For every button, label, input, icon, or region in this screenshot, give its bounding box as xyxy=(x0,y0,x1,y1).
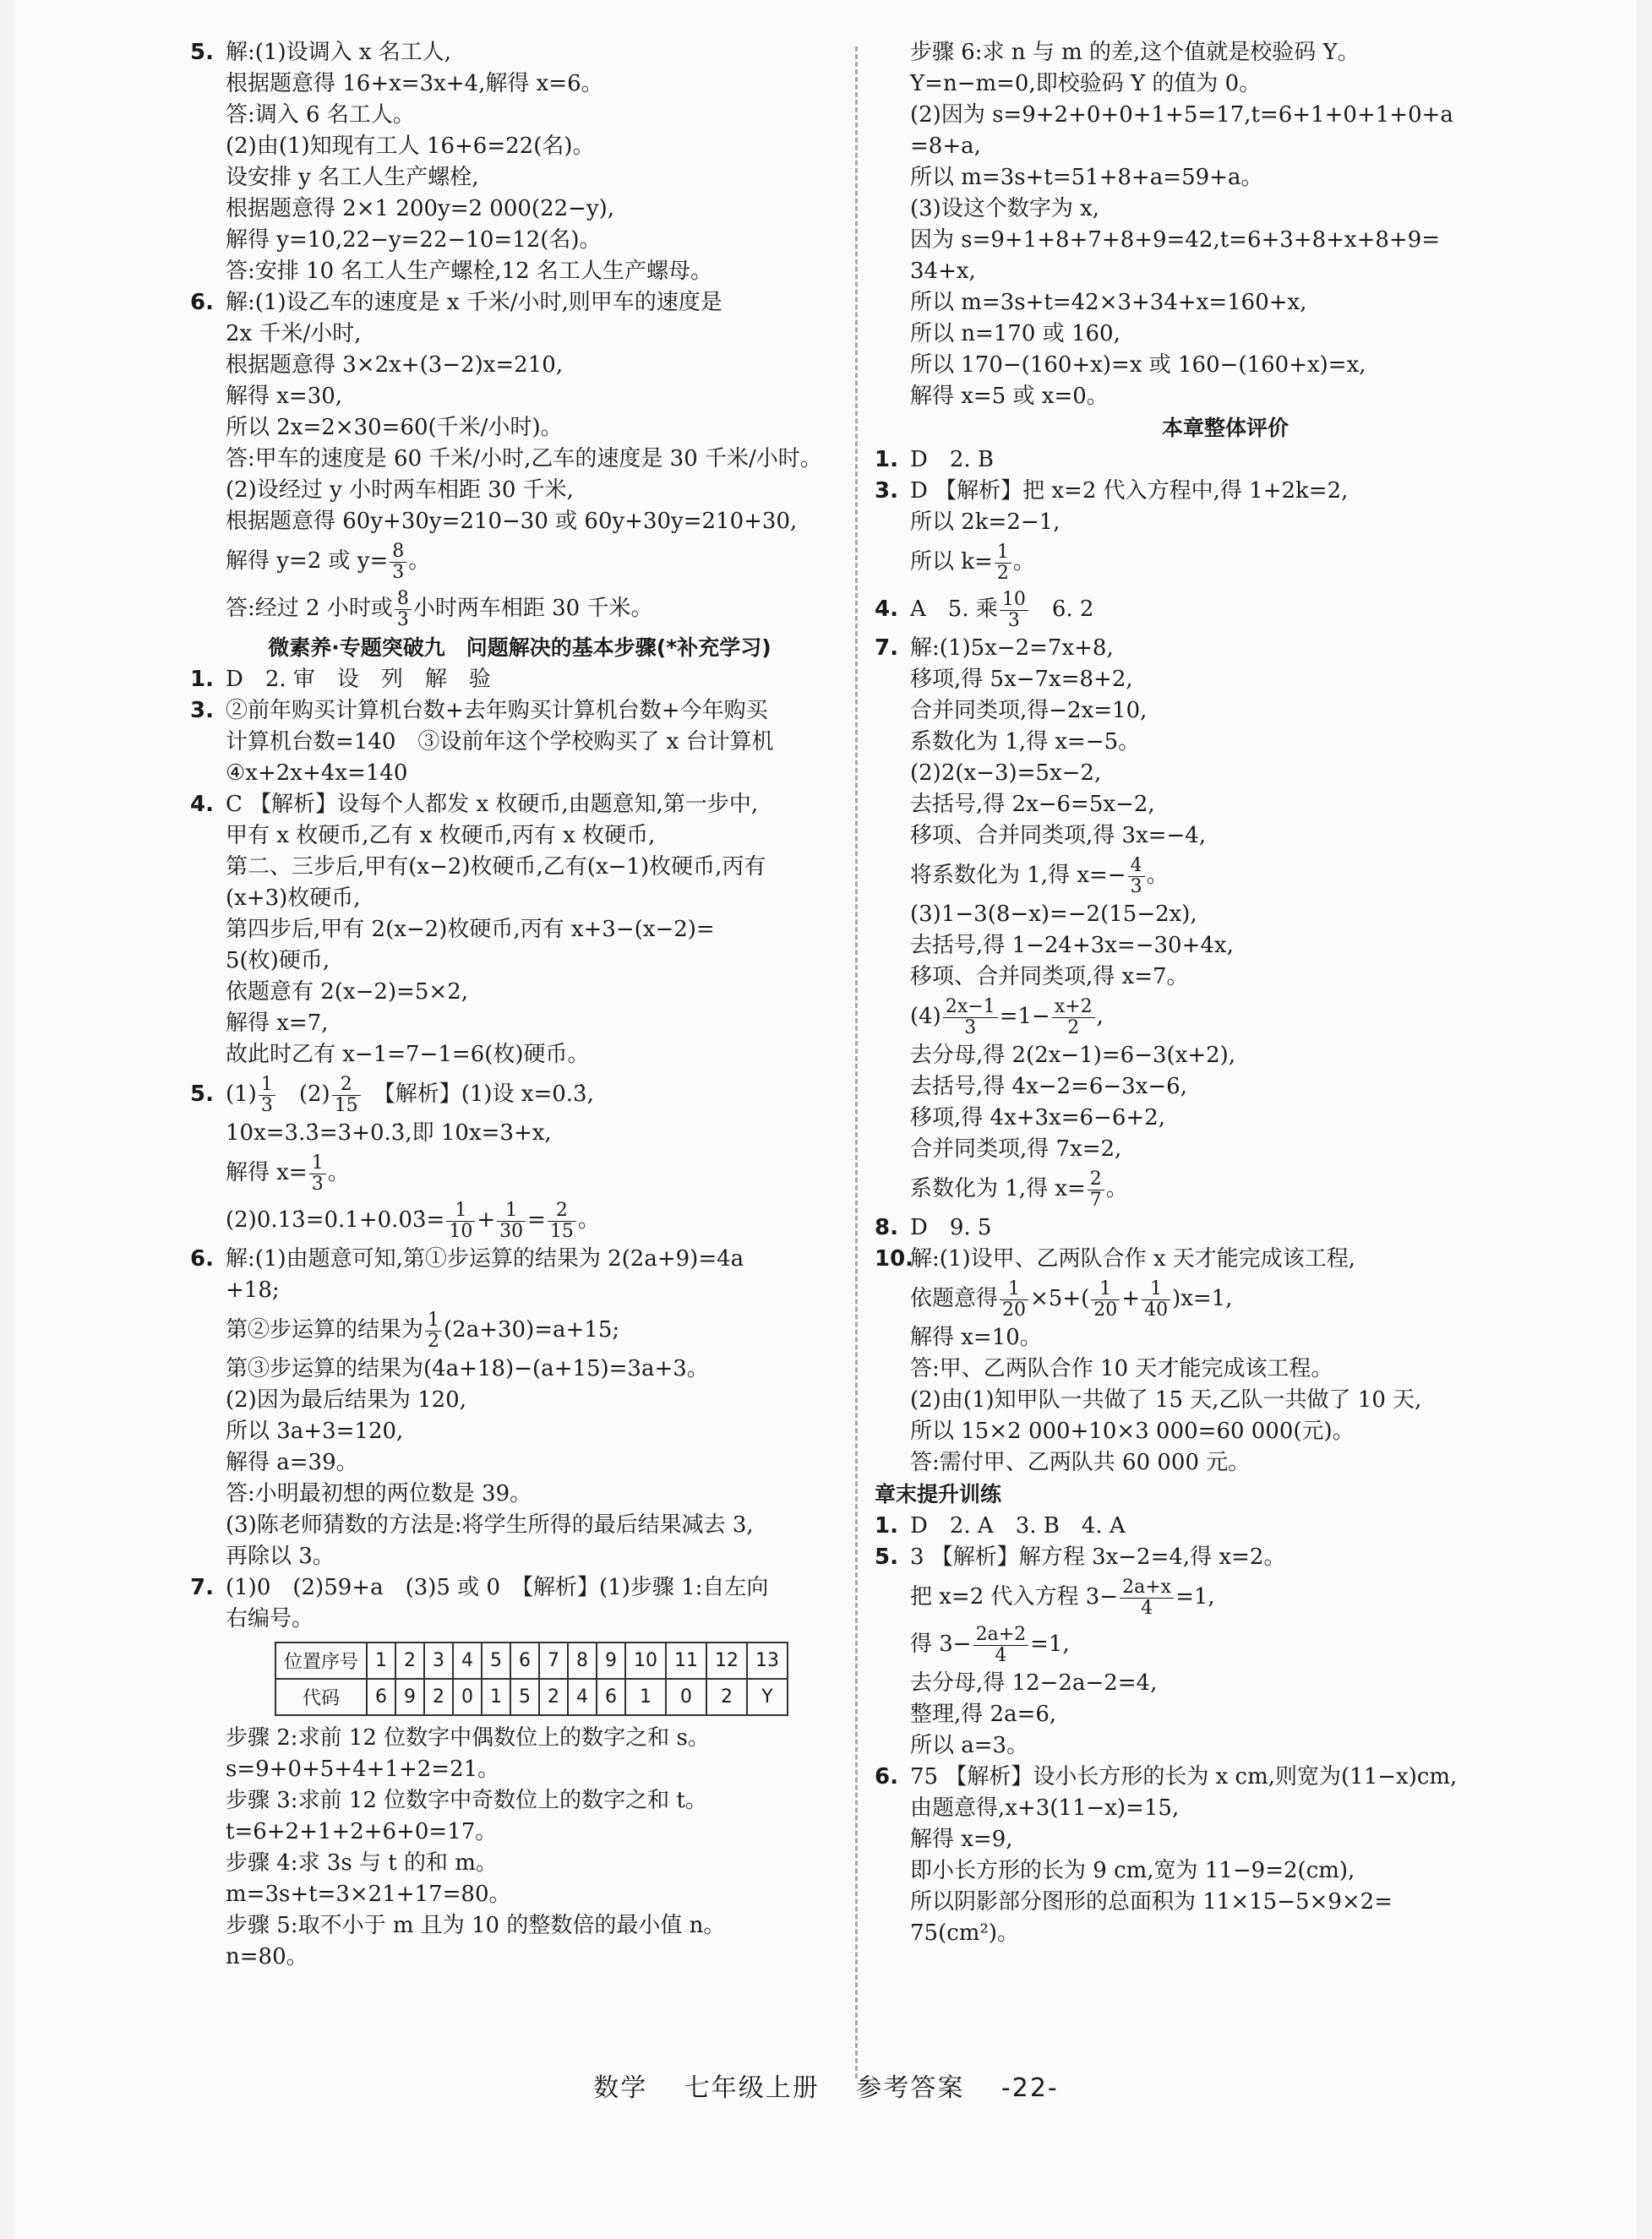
table-cell: 2 xyxy=(539,1679,568,1715)
fraction-denominator: 3 xyxy=(260,1094,273,1116)
fraction-numerator: 1 xyxy=(497,1201,526,1222)
fraction-numerator: 1 xyxy=(1091,1279,1120,1300)
fraction-numerator: 2 xyxy=(1088,1169,1104,1190)
answer-line: 根据题意得 60y+30y=210−30 或 60y+30y=210+30, xyxy=(226,509,798,534)
answer-line: 再除以 3。 xyxy=(226,1544,335,1569)
table-cell: 5 xyxy=(482,1642,510,1679)
question-number: 7. xyxy=(875,635,898,661)
answer-line: 甲有 x 枚硬币,乙有 x 枚硬币,丙有 x 枚硬币, xyxy=(226,823,656,848)
fraction-denominator: 2 xyxy=(996,562,1009,584)
table-cell: 1 xyxy=(482,1679,510,1715)
fraction-numerator: 1 xyxy=(1142,1279,1170,1300)
answer-line: 合并同类项,得−2x=10, xyxy=(910,698,1148,723)
question-number: 10. xyxy=(875,1246,914,1272)
answer-line: 答:安排 10 名工人生产螺栓,12 名工人生产螺母。 xyxy=(226,259,712,284)
table-cell: Y xyxy=(747,1679,788,1715)
answer-line: 7. 解:(1)5x−2=7x+8, xyxy=(875,633,1576,664)
answer-line: 2x 千米/小时, xyxy=(226,321,362,346)
fraction-numerator: 2 xyxy=(332,1075,361,1096)
table-cell: 6 xyxy=(597,1679,625,1715)
answer-line: 因为 s=9+1+8+7+8+9=42,t=6+3+8+x+8+9= xyxy=(910,227,1441,253)
answer-line: 根据题意得 3×2x+(3−2)x=210, xyxy=(226,352,564,378)
fraction-denominator: 3 xyxy=(311,1173,324,1195)
table-cell: 2 xyxy=(424,1679,453,1715)
answer-line: 去括号,得 2x−6=5x−2, xyxy=(910,792,1155,817)
question-number: 7. xyxy=(190,1575,214,1600)
fraction-denominator: 2 xyxy=(1067,1016,1080,1038)
question-number: 5. xyxy=(190,40,214,65)
answer-line: 75(cm²)。 xyxy=(910,1920,1020,1946)
answer-line: 根据题意得 2×1 200y=2 000(22−y), xyxy=(226,196,615,221)
fraction xyxy=(548,1201,576,1242)
table-cell: 11 xyxy=(666,1642,706,1679)
fraction-denominator: 40 xyxy=(1144,1299,1169,1321)
table-cell: 5 xyxy=(510,1679,539,1715)
answer-line: 去括号,得 4x−2=6−3x−6, xyxy=(910,1074,1187,1099)
fraction-numerator: 1 xyxy=(1000,1279,1028,1300)
answer-line: 解得 x=9, xyxy=(910,1827,1013,1852)
fraction xyxy=(995,542,1011,584)
answer-line: (3)设这个数字为 x, xyxy=(910,196,1100,221)
left-column xyxy=(190,37,849,1973)
section-heading: 本章整体评价 xyxy=(1161,416,1289,440)
table-cell: 7 xyxy=(539,1642,568,1679)
answer-line: 所以 3a+3=120, xyxy=(226,1419,404,1444)
answer-line: 计算机台数=140 ③设前年这个学校购买了 x 台计算机 xyxy=(226,729,774,755)
answer-line: 1. D 2. 审 设 列 解 验 xyxy=(190,664,849,695)
answer-line: 6. 解:(1)设乙车的速度是 x 千米/小时,则甲车的速度是 xyxy=(190,287,849,319)
question-number: 1. xyxy=(190,667,214,692)
fraction xyxy=(1052,997,1095,1038)
answer-line: 步骤 5:取不小于 m 且为 10 的整数倍的最小值 n。 xyxy=(226,1913,726,1938)
question-number: 1. xyxy=(875,1513,898,1539)
answer-line: 所以 m=3s+t=42×3+34+x=160+x, xyxy=(910,290,1307,315)
section-heading: 章末提升训练 xyxy=(875,1482,1002,1506)
answer-line: 移项、合并同类项,得 x=7。 xyxy=(910,964,1189,989)
answer-line: (2)设经过 y 小时两车相距 30 千米, xyxy=(226,477,574,503)
answer-line: 3. ②前年购买计算机台数+去年购买计算机台数+今年购买 xyxy=(190,695,849,727)
answer-line: 答:需付甲、乙两队共 60 000 元。 xyxy=(910,1450,1251,1475)
answer-line: 5. 解:(1)设调入 x 名工人, xyxy=(190,37,849,68)
answer-line: 1. D 2. A 3. B 4. A xyxy=(875,1511,1576,1542)
fraction-denominator: 3 xyxy=(392,561,405,583)
answer-line: 10. 解:(1)设甲、乙两队合作 x 天才能完成该工程, xyxy=(875,1244,1576,1275)
answer-line: 所以 15×2 000+10×3 000=60 000(元)。 xyxy=(910,1419,1355,1444)
fraction-denominator: 4 xyxy=(995,1644,1007,1666)
fraction xyxy=(1088,1169,1104,1211)
table-cell: 2 xyxy=(706,1679,747,1715)
answer-line: 10x=3.3̇=3+0.3̇,即 10x=3+x, xyxy=(226,1120,552,1146)
table-cell: 1 xyxy=(625,1679,666,1715)
fraction-numerator: 2a+2 xyxy=(973,1625,1029,1646)
answer-line: 步骤 6:求 n 与 m 的差,这个值就是校验码 Y。 xyxy=(910,40,1360,65)
fraction xyxy=(309,1153,326,1195)
fraction xyxy=(1000,590,1028,631)
answer-line: 得 3− $\frac{2a+2}{4}$ =1, xyxy=(910,1623,1070,1666)
table-cell: 0 xyxy=(666,1679,706,1715)
fraction-numerator: 2 xyxy=(548,1201,576,1222)
answer-line: 系数化为 1,得 x= $\frac{2}{7}$ 。 xyxy=(910,1168,1128,1211)
table-cell: 13 xyxy=(747,1642,788,1679)
fraction-denominator: 3 xyxy=(964,1016,977,1038)
answer-line: 5. (1) $\frac{1}{3}$ (2) $\frac{2}{15}$ 【解析】(1)设 x=0.3̇, xyxy=(190,1070,849,1118)
answer-line: t=6+2+1+2+6+0=17。 xyxy=(226,1819,498,1844)
fraction xyxy=(1128,856,1145,897)
table-cell: 6 xyxy=(510,1642,539,1679)
answer-line: 去分母,得 12−2a−2=4, xyxy=(910,1670,1158,1696)
answer-line: 所以 n=170 或 160, xyxy=(910,321,1120,346)
fraction-denominator: 7 xyxy=(1089,1189,1102,1211)
table-cell: 1 xyxy=(367,1642,395,1679)
table-cell: 10 xyxy=(625,1642,666,1679)
fraction xyxy=(943,997,998,1038)
answer-line: 把 x=2 代入方程 3− $\frac{2a+x}{4}$ =1, xyxy=(910,1576,1215,1619)
answer-line: 所以 k= $\frac{1}{2}$ 。 xyxy=(910,541,1035,584)
answer-line: (2)因为 s=9+2+0+0+1+5=17,t=6+1+0+1+0+a xyxy=(910,102,1453,128)
code-table xyxy=(275,1642,788,1716)
fraction-numerator: 1 xyxy=(309,1153,326,1174)
footer-grade: 七年级上册 xyxy=(684,2073,820,2103)
answer-line: +18; xyxy=(226,1277,280,1303)
answer-line: 依题意得 $\frac{1}{20}$ ×5+( $\frac{1}{20}$ + $\frac{1}{40}$ )x=1, xyxy=(910,1277,1233,1321)
fraction xyxy=(1000,1279,1028,1321)
answer-line: 5(枚)硬币, xyxy=(226,948,330,973)
answer-line: s=9+0+5+4+1+2=21。 xyxy=(226,1757,500,1782)
answer-line: 步骤 2:求前 12 位数字中偶数位上的数字之和 s。 xyxy=(226,1725,710,1751)
answer-line: 步骤 4:求 3s 与 t 的和 m。 xyxy=(226,1850,498,1876)
fraction-numerator: 2x−1 xyxy=(943,997,998,1018)
answer-line: 即小长方形的长为 9 cm,宽为 11−9=2(cm), xyxy=(910,1858,1355,1883)
right-column xyxy=(875,37,1576,1949)
fraction xyxy=(1120,1577,1174,1619)
fraction xyxy=(497,1201,526,1242)
section-heading: 微素养·专题突破九 问题解决的基本步骤(*补充学习) xyxy=(268,635,771,660)
answer-line: =8+a, xyxy=(910,133,981,159)
fraction-numerator: 8 xyxy=(395,589,412,610)
answer-line: 解得 a=39。 xyxy=(226,1450,358,1475)
question-number: 6. xyxy=(190,1246,214,1272)
answer-line: 解得 y=2 或 y= $\frac{8}{3}$ 。 xyxy=(226,540,431,583)
answer-line: 答:调入 6 名工人。 xyxy=(226,102,415,128)
table-row-label: 代码 xyxy=(275,1679,367,1715)
answer-line: 根据题意得 16+x=3x+4,解得 x=6。 xyxy=(226,71,603,96)
fraction-denominator: 30 xyxy=(499,1220,524,1242)
fraction-denominator: 20 xyxy=(1002,1299,1027,1321)
question-number: 3. xyxy=(190,698,214,723)
answer-line: (3)陈老师猜数的方法是:将学生所得的最后结果减去 3, xyxy=(226,1512,754,1538)
question-number: 5. xyxy=(190,1081,214,1107)
fraction-numerator: 1 xyxy=(259,1075,275,1096)
fraction xyxy=(425,1310,442,1352)
answer-line: 答:经过 2 小时或 $\frac{8}{3}$ 小时两车相距 30 千米。 xyxy=(226,587,653,630)
page-footer xyxy=(0,2067,1652,2104)
answer-line: (x+3)枚硬币, xyxy=(226,885,361,911)
footer-subject: 数学 xyxy=(593,2073,648,2103)
answer-line: 所以 2k=2−1, xyxy=(910,509,1060,535)
fraction-numerator: 1 xyxy=(446,1201,475,1222)
question-number: 6. xyxy=(875,1764,898,1790)
answer-line: ④x+2x+4x=140 xyxy=(226,760,408,786)
answer-line: 移项,得 5x−7x=8+2, xyxy=(910,667,1133,692)
answer-line: 第四步后,甲有 2(x−2)枚硬币,丙有 x+3−(x−2)= xyxy=(226,917,715,942)
table-cell: 0 xyxy=(453,1679,482,1715)
fraction xyxy=(973,1625,1029,1666)
question-number: 1. xyxy=(875,447,898,472)
answer-line: 所以 m=3s+t=51+8+a=59+a。 xyxy=(910,165,1263,190)
fraction-denominator: 3 xyxy=(396,608,409,630)
answer-line: 7. (1)0 (2)59+a (3)5 或 0 【解析】(1)步骤 1:自左向 xyxy=(190,1572,849,1604)
answer-line: (2)由(1)知甲队一共做了 15 天,乙队一共做了 10 天, xyxy=(910,1387,1422,1413)
answer-line: 解得 x=10。 xyxy=(910,1325,1042,1350)
answer-line: (2)因为最后结果为 120, xyxy=(226,1387,466,1413)
table-cell: 8 xyxy=(568,1642,597,1679)
answer-line: 第二、三步后,甲有(x−2)枚硬币,乙有(x−1)枚硬币,丙有 xyxy=(226,854,766,880)
question-number: 4. xyxy=(190,792,214,817)
answer-line: 1. D 2. B xyxy=(875,444,1576,476)
answer-line: 由题意得,x+3(11−x)=15, xyxy=(910,1795,1180,1821)
table-cell: 9 xyxy=(597,1642,625,1679)
fraction xyxy=(259,1075,275,1116)
answer-line: 步骤 3:求前 12 位数字中奇数位上的数字之和 t。 xyxy=(226,1788,707,1813)
question-number: 3. xyxy=(875,478,898,504)
answer-line: 设安排 y 名工人生产螺栓, xyxy=(226,165,479,190)
fraction xyxy=(332,1075,361,1116)
table-cell: 3 xyxy=(424,1642,453,1679)
answer-line: 整理,得 2a=6, xyxy=(910,1702,1057,1727)
fraction-numerator: 4 xyxy=(1128,856,1145,877)
answer-line: (2)0.13̇=0.1+0.03̇= $\frac{1}{10}$ + $\frac{1}{30}$ = $\frac{2}{15}$ 。 xyxy=(226,1199,600,1242)
answer-line: 解得 x= $\frac{1}{3}$ 。 xyxy=(226,1152,350,1195)
answer-line: 8. D 9. 5 xyxy=(875,1212,1576,1244)
answer-line: 第③步运算的结果为(4a+18)−(a+15)=3a+3。 xyxy=(226,1356,709,1381)
fraction xyxy=(446,1201,475,1242)
table-row xyxy=(275,1679,788,1715)
fraction-denominator: 3 xyxy=(1130,875,1142,897)
answer-line: 所以 2x=2×30=60(千米/小时)。 xyxy=(226,415,563,440)
answer-line: 所以 a=3。 xyxy=(910,1733,1029,1758)
fraction-denominator: 3 xyxy=(1007,609,1020,631)
fraction-numerator: x+2 xyxy=(1052,997,1095,1018)
table-cell: 6 xyxy=(367,1679,395,1715)
answer-line: 所以 170−(160+x)=x 或 160−(160+x)=x, xyxy=(910,352,1366,378)
table-cell: 4 xyxy=(568,1679,597,1715)
fraction-numerator: 2a+x xyxy=(1120,1577,1174,1599)
answer-line: 将系数化为 1,得 x=− $\frac{4}{3}$ 。 xyxy=(910,854,1169,897)
answer-line: (2)由(1)知现有工人 16+6=22(名)。 xyxy=(226,133,595,159)
answer-line: 去括号,得 1−24+3x=−30+4x, xyxy=(910,933,1234,958)
fraction-denominator: 15 xyxy=(334,1094,358,1116)
answer-line: 解得 x=30, xyxy=(226,384,343,409)
fraction-numerator: 10 xyxy=(1000,590,1028,611)
answer-line: n=80。 xyxy=(226,1944,308,1969)
answer-line: 所以阴影部分图形的总面积为 11×15−5×9×2= xyxy=(910,1889,1393,1915)
fraction xyxy=(1142,1279,1170,1321)
answer-line: 6. 解:(1)由题意可知,第①步运算的结果为 2(2a+9)=4a xyxy=(190,1244,849,1275)
answer-line: 4. C 【解析】设每个人都发 x 枚硬币,由题意知,第一步中, xyxy=(190,789,849,820)
fraction-denominator: 15 xyxy=(549,1220,574,1242)
column-divider xyxy=(855,46,858,2078)
answer-line: 移项,得 4x+3x=6−6+2, xyxy=(910,1105,1165,1130)
fraction xyxy=(395,589,412,630)
answer-line: (4) $\frac{2x-1}{3}$ =1− $\frac{x+2}{2}$ , xyxy=(910,995,1104,1038)
fraction xyxy=(1091,1279,1120,1321)
question-number: 5. xyxy=(875,1544,898,1570)
fraction-denominator: 2 xyxy=(428,1330,440,1352)
answer-line: 合并同类项,得 7x=2, xyxy=(910,1136,1122,1162)
answer-line: (2)2(x−3)=5x−2, xyxy=(910,760,1102,786)
footer-section: 参考答案 xyxy=(856,2073,965,2103)
answer-line: 答:甲、乙两队合作 10 天才能完成该工程。 xyxy=(910,1356,1333,1381)
answer-line: 第②步运算的结果为 $\frac{1}{2}$ (2a+30)=a+15; xyxy=(226,1309,620,1352)
fraction-numerator: 1 xyxy=(995,542,1011,564)
answer-line: 3. D 【解析】把 x=2 代入方程中,得 1+2k=2, xyxy=(875,476,1576,507)
answer-line: 答:甲车的速度是 60 千米/小时,乙车的速度是 30 千米/小时。 xyxy=(226,446,822,471)
question-number: 4. xyxy=(875,597,898,622)
footer-page-number: -22- xyxy=(1000,2073,1059,2103)
table-row xyxy=(275,1642,788,1679)
table-cell: 2 xyxy=(395,1642,424,1679)
answer-line: 解得 x=7, xyxy=(226,1011,329,1036)
answer-line: 5. 3 【解析】解方程 3x−2=4,得 x=2。 xyxy=(875,1542,1576,1573)
answer-line: Y=n−m=0,即校验码 Y 的值为 0。 xyxy=(910,71,1262,96)
question-number: 6. xyxy=(190,290,214,315)
fraction-denominator: 10 xyxy=(449,1220,473,1242)
answer-line: 34+x, xyxy=(910,259,976,284)
fraction-denominator: 4 xyxy=(1141,1597,1153,1619)
answer-line: 系数化为 1,得 x=−5。 xyxy=(910,729,1141,755)
fraction-denominator: 20 xyxy=(1093,1299,1118,1321)
table-cell: 4 xyxy=(453,1642,482,1679)
fraction-numerator: 1 xyxy=(425,1310,442,1332)
fraction xyxy=(390,542,406,583)
answer-line: (3)1−3(8−x)=−2(15−2x), xyxy=(910,902,1197,927)
question-number: 8. xyxy=(875,1215,898,1240)
answer-line: 4. A 5. 乘 $\frac{10}{3}$ 6. 2 xyxy=(875,586,1576,633)
answer-line: 右编号。 xyxy=(226,1606,314,1632)
table-cell: 9 xyxy=(395,1679,424,1715)
answer-line: 解得 y=10,22−y=22−10=12(名)。 xyxy=(226,227,602,253)
answer-line: 移项、合并同类项,得 3x=−4, xyxy=(910,823,1207,848)
answer-line: 去分母,得 2(2x−1)=6−3(x+2), xyxy=(910,1043,1236,1068)
fraction-numerator: 8 xyxy=(390,542,406,563)
answer-line: 答:小明最初想的两位数是 39。 xyxy=(226,1481,532,1506)
table-row-label: 位置序号 xyxy=(275,1642,367,1679)
answer-line: 故此时乙有 x−1=7−1=6(枚)硬币。 xyxy=(226,1042,590,1067)
table-cell: 12 xyxy=(706,1642,747,1679)
answer-line: m=3s+t=3×21+17=80。 xyxy=(226,1882,511,1907)
answer-line: 依题意有 2(x−2)=5×2, xyxy=(226,979,469,1005)
answer-line: 6. 75 【解析】设小长方形的长为 x cm,则宽为(11−x)cm, xyxy=(875,1762,1576,1793)
answer-line: 解得 x=5 或 x=0。 xyxy=(910,384,1109,409)
